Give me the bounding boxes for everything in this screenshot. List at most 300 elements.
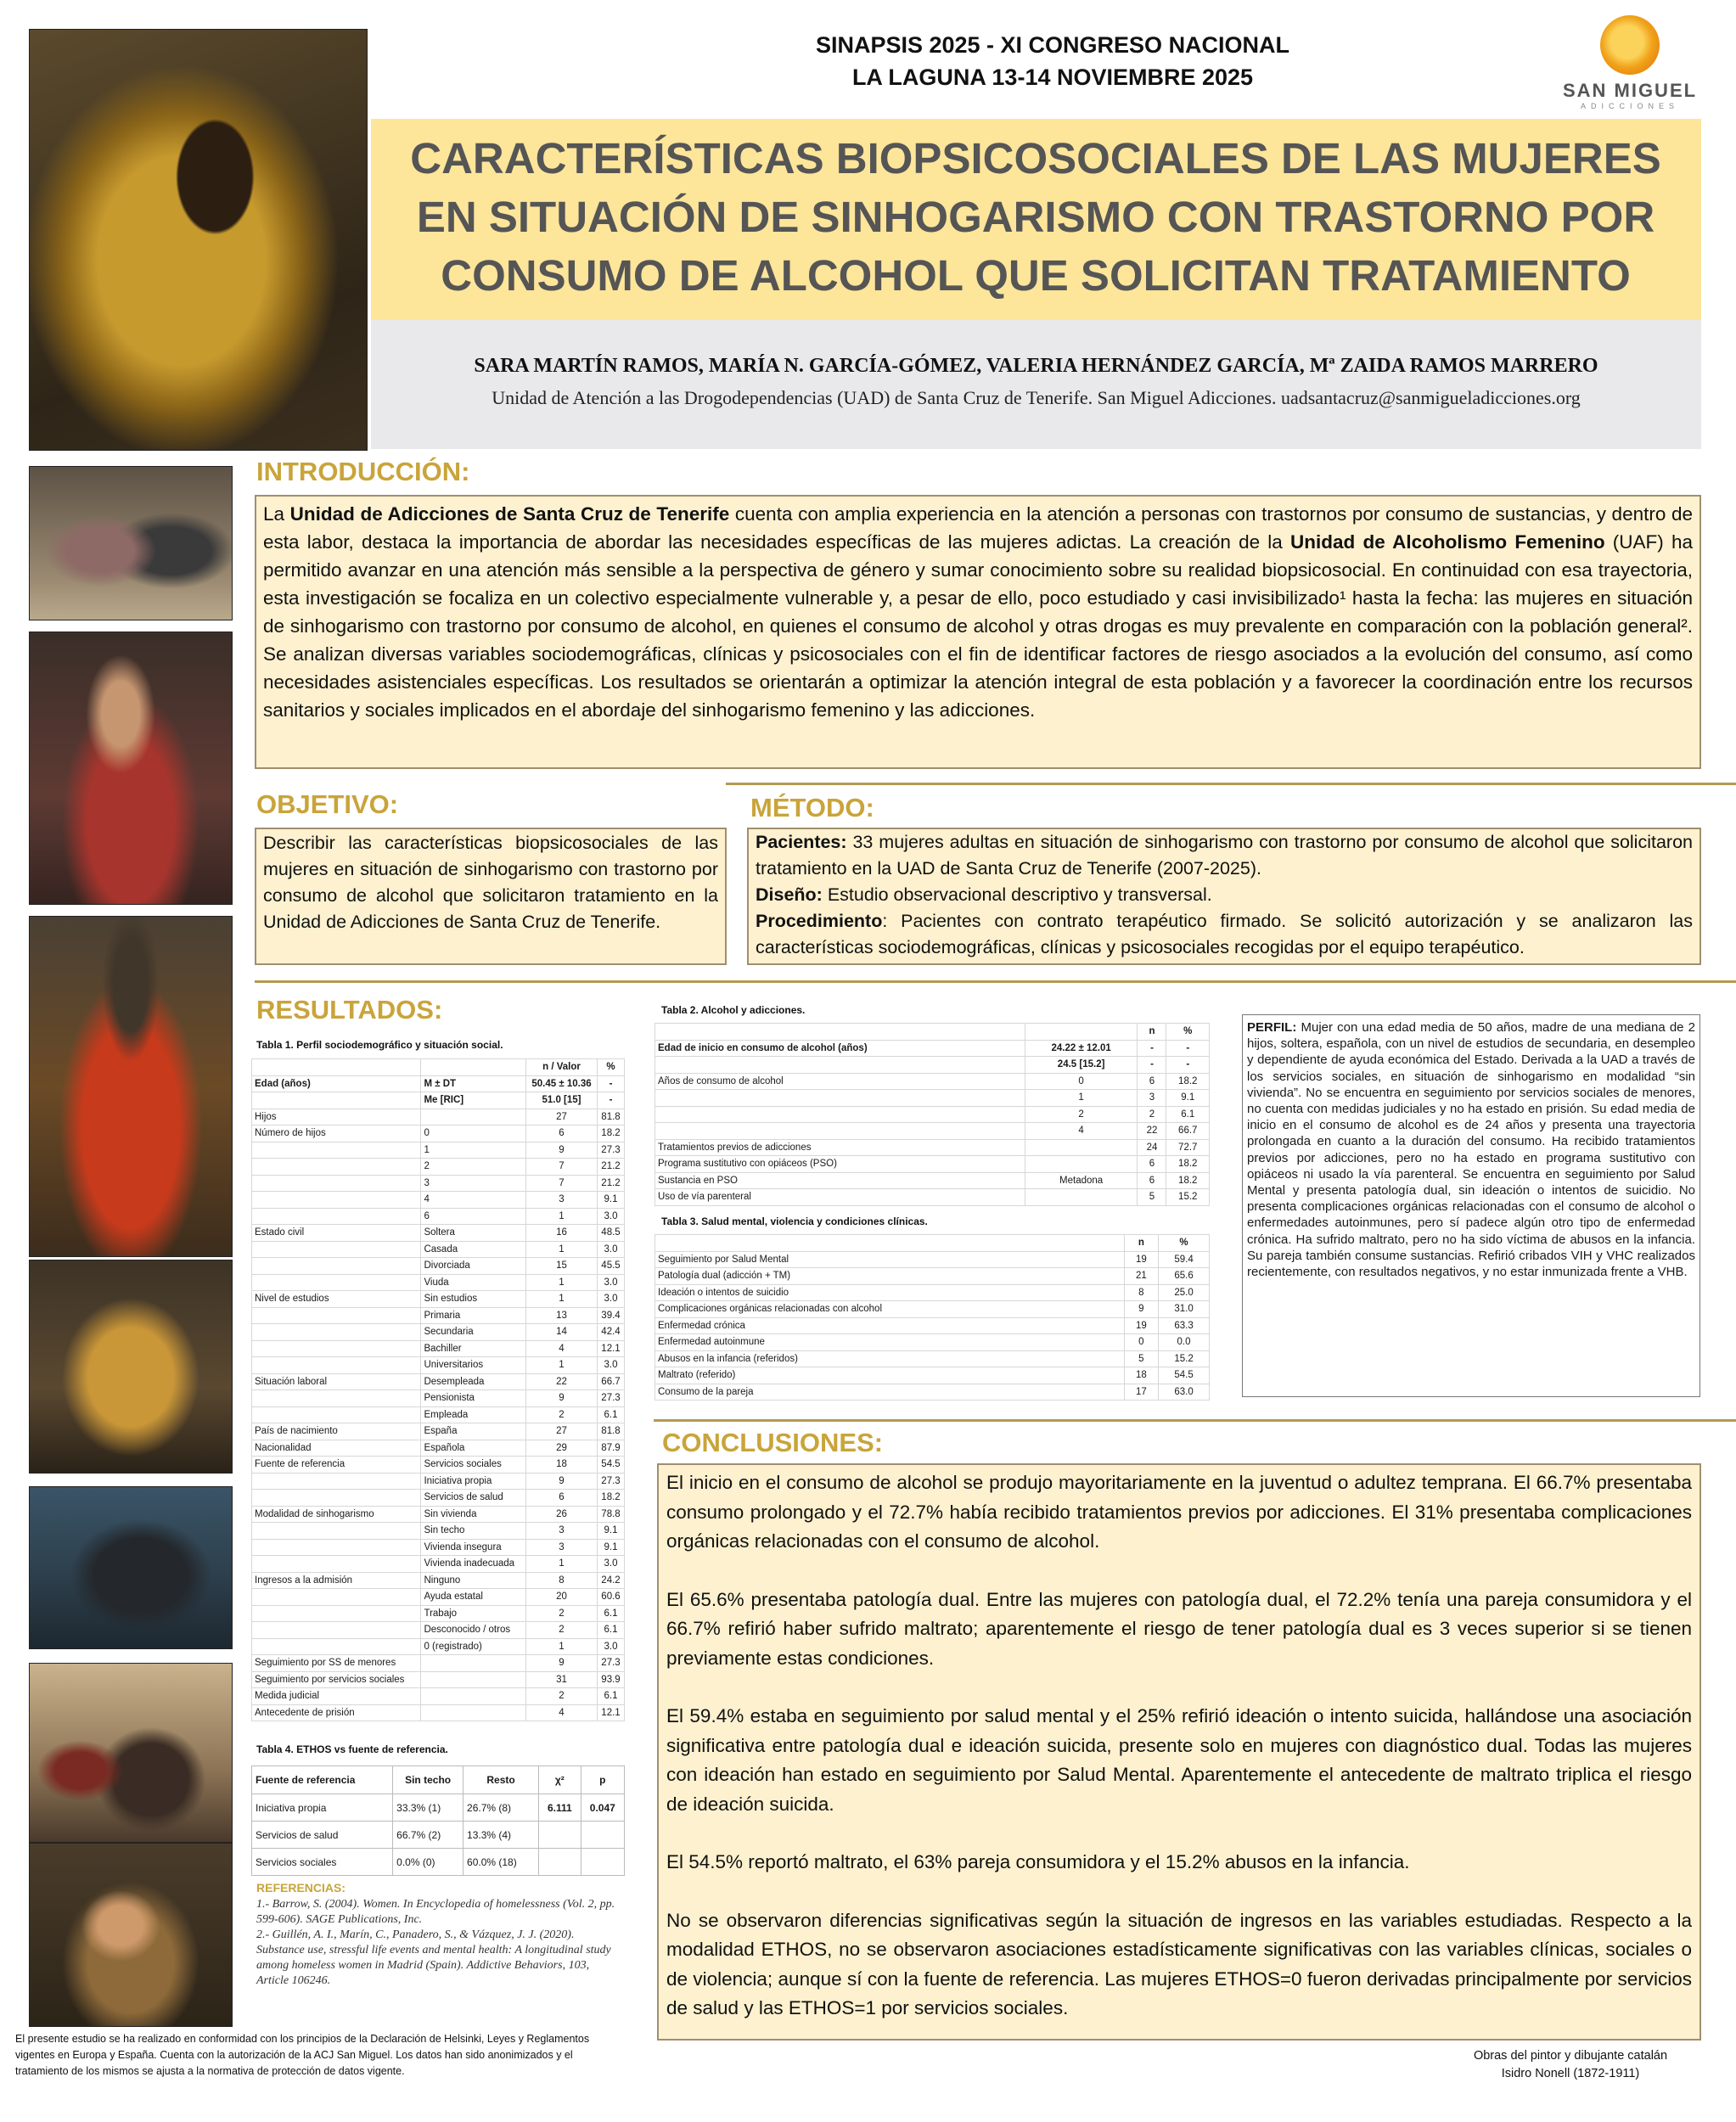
table-cell: Edad (años) [252, 1075, 421, 1092]
table-cell: 93.9 [598, 1671, 625, 1688]
table-cell: 15.2 [1159, 1350, 1210, 1367]
table-row [252, 1274, 625, 1291]
table-cell: 6 [1138, 1156, 1166, 1173]
table-cell: Años de consumo de alcohol [655, 1073, 1025, 1090]
table-row [655, 1040, 1210, 1057]
table-row [252, 1357, 625, 1374]
table-row [252, 1258, 625, 1275]
table-cell: 2 [525, 1406, 597, 1423]
table-cell [421, 1704, 526, 1721]
table-cell: 3.0 [598, 1241, 625, 1258]
table-cell: Modalidad de sinhogarismo [252, 1506, 421, 1523]
table-row [252, 1655, 625, 1672]
table-row [252, 1622, 625, 1639]
table-cell: Hijos [252, 1109, 421, 1126]
table-row [252, 1208, 625, 1225]
table-cell [252, 1340, 421, 1357]
table-row [252, 1340, 625, 1357]
table-cell: 39.4 [598, 1307, 625, 1324]
table-cell [1025, 1139, 1138, 1156]
table-cell [655, 1106, 1025, 1123]
table-cell: 6 [1138, 1073, 1166, 1090]
table-row [252, 1307, 625, 1324]
table-cell: Enfermedad crónica [655, 1317, 1125, 1334]
reference-1: 1.- Barrow, S. (2004). Women. In Encyclopedia of homelessness (Vol. 2, pp. 599-606). SAGE Publications, Inc. [256, 1898, 615, 1926]
table-cell: - [1138, 1040, 1166, 1057]
ethics-statement: El presente estudio se ha realizado en conformidad con los principios de la Declaración de Helsinki, Leyes y Reglamentos vigentes en Europa y España. Cuenta con la autorización de la ACJ San Miguel. Los datos han sido anonimizados y el tratamiento de los mismos se ajusta a la normativa de protección de datos vigente. [15, 2033, 590, 2077]
table-cell [1025, 1156, 1138, 1173]
table-cell: 21.2 [598, 1159, 625, 1176]
table-row [252, 1126, 625, 1142]
table-header-cell [655, 1235, 1125, 1252]
table-cell: Casada [421, 1241, 526, 1258]
table-cell [581, 1849, 624, 1876]
table-cell: Empleada [421, 1406, 526, 1423]
table-cell [252, 1490, 421, 1507]
table-row [252, 1423, 625, 1440]
table-cell: 1 [525, 1241, 597, 1258]
referencias-heading: REFERENCIAS: [256, 1881, 346, 1895]
table-cell: 3 [1138, 1090, 1166, 1107]
table-row [655, 1367, 1210, 1384]
table-cell: 3.0 [598, 1208, 625, 1225]
table-cell [252, 1473, 421, 1490]
table-cell: 27.3 [598, 1142, 625, 1159]
table-header-cell: χ² [539, 1766, 581, 1794]
table-cell: 1 [525, 1291, 597, 1308]
table-row [252, 1589, 625, 1606]
table-cell [252, 1622, 421, 1639]
table-cell [421, 1688, 526, 1705]
table-cell: Servicios sociales [421, 1457, 526, 1474]
table-row [252, 1159, 625, 1176]
table-cell: 13 [525, 1307, 597, 1324]
table-row [655, 1106, 1210, 1123]
procedimiento-text: : Pacientes con contrato terapéutico firmado. Se solicitó autorización y se analizaron las características sociodemográficas, clínicas y psicosociales recogidas por el equipo terapéutico. [756, 911, 1693, 957]
table-cell: 18.2 [598, 1490, 625, 1507]
table-cell [252, 1638, 421, 1655]
table-cell: 4 [1025, 1123, 1138, 1140]
table-cell: Universitarios [421, 1357, 526, 1374]
table-cell: 63.0 [1159, 1384, 1210, 1401]
table-cell: 0.047 [581, 1794, 624, 1822]
table-cell [252, 1258, 421, 1275]
table-cell: Secundaria [421, 1324, 526, 1341]
table-row [252, 1539, 625, 1556]
conclusiones-box [657, 1463, 1701, 2041]
table-cell: 21.2 [598, 1175, 625, 1192]
table-row [252, 1822, 625, 1849]
table-cell: 0 [421, 1126, 526, 1142]
conclusion-4: El 54.5% reportó maltrato, el 63% pareja consumidora y el 15.2% abusos en la infancia. [666, 1851, 1410, 1872]
table-cell: Número de hijos [252, 1126, 421, 1142]
table-cell: 9 [525, 1390, 597, 1407]
table-cell: 21 [1124, 1268, 1158, 1285]
table-header-cell: n [1138, 1024, 1166, 1041]
table-cell [655, 1057, 1025, 1074]
table-row [252, 1506, 625, 1523]
table-cell: 2 [525, 1622, 597, 1639]
conclusion-3: El 59.4% estaba en seguimiento por salud mental y el 25% refirió ideación o intento suicida, hallándose una asociación significativa entre patología dual e ideación suicida, presente solo en mujeres con diagnóstico dual. Todas las mujeres con ideación han estado en seguimiento por Salud Mental. Aparentemente el antecedente de maltrato triplica el riesgo de ideación suicida. [666, 1705, 1692, 1815]
referencias-list [256, 1897, 623, 1989]
table-cell: 20 [525, 1589, 597, 1606]
table-cell: España [421, 1423, 526, 1440]
section-divider-3 [654, 1419, 1736, 1422]
perfil-label: PERFIL: [1247, 1020, 1297, 1035]
table-row [655, 1301, 1210, 1318]
credit-line-2: Isidro Nonell (1872-1911) [1501, 2067, 1640, 2080]
table-cell: 3 [525, 1523, 597, 1540]
table-cell: 27.3 [598, 1655, 625, 1672]
table-cell: 2 [525, 1688, 597, 1705]
table-row [655, 1350, 1210, 1367]
table-cell: - [1166, 1040, 1210, 1057]
table-cell [252, 1307, 421, 1324]
table-cell: 19 [1124, 1251, 1158, 1268]
table-cell: Iniciativa propia [252, 1794, 393, 1822]
artwork-mother-child [30, 1844, 232, 2026]
table2-caption: Tabla 2. Alcohol y adicciones. [661, 1004, 806, 1016]
san-miguel-logo [1545, 15, 1715, 117]
table-cell: 54.5 [1159, 1367, 1210, 1384]
table-cell [655, 1090, 1025, 1107]
table-cell: Bachiller [421, 1340, 526, 1357]
table-cell: 1 [525, 1208, 597, 1225]
table-cell: - [598, 1075, 625, 1092]
table-row [252, 1142, 625, 1159]
table-cell [252, 1523, 421, 1540]
table-row [655, 1139, 1210, 1156]
table-cell: Me [RIC] [421, 1092, 526, 1109]
table-cell: 17 [1124, 1384, 1158, 1401]
logo-sun-icon [1600, 15, 1660, 75]
table-cell: 72.7 [1166, 1139, 1210, 1156]
table-cell [252, 1142, 421, 1159]
table-cell: Sin vivienda [421, 1506, 526, 1523]
table-cell: 1 [525, 1638, 597, 1655]
table-cell: Ninguno [421, 1572, 526, 1589]
table-cell: 24.2 [598, 1572, 625, 1589]
table-row [252, 1109, 625, 1126]
table-row [252, 1373, 625, 1390]
table-row [252, 1605, 625, 1622]
authors-band [371, 320, 1701, 449]
table-cell: Medida judicial [252, 1688, 421, 1705]
table-cell: Complicaciones orgánicas relacionadas con alcohol [655, 1301, 1125, 1318]
artwork-woman-red-shawl [30, 632, 232, 904]
table-cell: 24.22 ± 12.01 [1025, 1040, 1138, 1057]
table-cell: Nivel de estudios [252, 1291, 421, 1308]
table-cell: 14 [525, 1324, 597, 1341]
table-cell: 6 [525, 1126, 597, 1142]
table-cell: 4 [525, 1704, 597, 1721]
table-cell: 27 [525, 1423, 597, 1440]
table-header-cell [252, 1059, 421, 1076]
table-cell: Sin techo [421, 1523, 526, 1540]
conclusiones-heading: CONCLUSIONES: [662, 1428, 884, 1457]
table-cell [252, 1241, 421, 1258]
table-header-cell [655, 1024, 1025, 1041]
table-cell: Divorciada [421, 1258, 526, 1275]
table-cell: 1 [525, 1357, 597, 1374]
table1-caption: Tabla 1. Perfil sociodemográfico y situación social. [256, 1039, 503, 1051]
table-row [655, 1251, 1210, 1268]
conclusion-2: El 65.6% presentaba patología dual. Entre las mujeres con patología dual, el 72.2% tenía una pareja consumidora y el 66.7% refirió haber sufrido maltrato; aparentemente el riesgo de tener patología dual es 3 veces superior si se tienen previamente estas condiciones. [666, 1588, 1692, 1669]
table-cell: Sustancia en PSO [655, 1172, 1025, 1189]
table-cell: 3.0 [598, 1556, 625, 1573]
table-cell: 6 [1138, 1172, 1166, 1189]
table-cell: M ± DT [421, 1075, 526, 1092]
table-cell: 7 [525, 1175, 597, 1192]
table-cell: - [598, 1092, 625, 1109]
table-cell: Servicios de salud [421, 1490, 526, 1507]
congress-line-1: SINAPSIS 2025 - XI CONGRESO NACIONAL [815, 32, 1290, 58]
table-cell: 9.1 [598, 1192, 625, 1209]
table-header-cell [421, 1059, 526, 1076]
table-row [252, 1390, 625, 1407]
table-cell: 18.2 [1166, 1156, 1210, 1173]
table-cell: Vivienda insegura [421, 1539, 526, 1556]
table-cell: 27 [525, 1109, 597, 1126]
table-cell [539, 1822, 581, 1849]
table-cell: 33.3% (1) [393, 1794, 463, 1822]
credit-line-1: Obras del pintor y dibujante catalán [1473, 2049, 1668, 2063]
table-cell: 8 [525, 1572, 597, 1589]
table-cell [1025, 1189, 1138, 1206]
table-cell: 27.3 [598, 1473, 625, 1490]
table-cell: 59.4 [1159, 1251, 1210, 1268]
section-divider-2 [255, 980, 1736, 983]
table-row [655, 1090, 1210, 1107]
table-cell: 26 [525, 1506, 597, 1523]
artwork-street-scene [30, 1664, 232, 1842]
diseno-text: Estudio observacional descriptivo y transversal. [822, 884, 1212, 905]
table-row [252, 1406, 625, 1423]
table-cell: 4 [525, 1340, 597, 1357]
table-cell [252, 1175, 421, 1192]
table-cell: 9 [525, 1473, 597, 1490]
table-cell [421, 1109, 526, 1126]
table-cell: 15.2 [1166, 1189, 1210, 1206]
diseno-label: Diseño: [756, 884, 823, 905]
table-cell: 6.1 [598, 1406, 625, 1423]
table-row [252, 1704, 625, 1721]
table-row [252, 1225, 625, 1242]
table-cell: 1 [1025, 1090, 1138, 1107]
artwork-woman-red-skirt [30, 917, 232, 1256]
table-cell: 50.45 ± 10.36 [525, 1075, 597, 1092]
artwork-crouching-figure [30, 1260, 232, 1473]
table-cell: 6.1 [598, 1605, 625, 1622]
table-header-cell: % [598, 1059, 625, 1076]
table-cell [421, 1671, 526, 1688]
table-cell: Patología dual (adicción + TM) [655, 1268, 1125, 1285]
table-cell: 16 [525, 1225, 597, 1242]
table-cell: 24.5 [15.2] [1025, 1057, 1138, 1074]
table-cell: 65.6 [1159, 1268, 1210, 1285]
table-cell: 3 [525, 1192, 597, 1209]
table-cell: 63.3 [1159, 1317, 1210, 1334]
table-cell: 5 [1124, 1350, 1158, 1367]
table-row [655, 1384, 1210, 1401]
table-cell [539, 1849, 581, 1876]
artwork-woman-yellow-shawl [30, 30, 367, 450]
table-cell: País de nacimiento [252, 1423, 421, 1440]
table-header-cell: n [1124, 1235, 1158, 1252]
table-row [252, 1075, 625, 1092]
table-cell: 1 [525, 1556, 597, 1573]
table-cell: 9 [1124, 1301, 1158, 1318]
table-cell: Enfermedad autoinmune [655, 1334, 1125, 1351]
table-cell: 78.8 [598, 1506, 625, 1523]
table-cell: 6.111 [539, 1794, 581, 1822]
table-header-cell: % [1166, 1024, 1210, 1041]
table-cell: Consumo de la pareja [655, 1384, 1125, 1401]
resultados-heading: RESULTADOS: [256, 995, 443, 1025]
affiliation: Unidad de Atención a las Drogodependencias (UAD) de Santa Cruz de Tenerife. San Miguel Adicciones. uadsantacruz@sanmigueladicciones.org [492, 387, 1581, 408]
reference-2: 2.- Guillén, A. I., Marín, C., Panadero, S., & Vázquez, J. J. (2020). Substance use, stressful life events and mental health: A longitudinal study among homeless women in Madrid (Spain). Addictive Behaviors, 103, Article 106246. [256, 1928, 611, 1987]
table-cell: Maltrato (referido) [655, 1367, 1125, 1384]
table-cell: 66.7% (2) [393, 1822, 463, 1849]
table-cell: 2 [1025, 1106, 1138, 1123]
table-cell: Primaria [421, 1307, 526, 1324]
table-cell: 9.1 [598, 1523, 625, 1540]
table-cell: Seguimiento por Salud Mental [655, 1251, 1125, 1268]
table-row [252, 1192, 625, 1209]
logo-subtitle: ADICCIONES [1580, 102, 1679, 110]
table-cell: Viuda [421, 1274, 526, 1291]
table-cell: Estado civil [252, 1225, 421, 1242]
table-cell: 15 [525, 1258, 597, 1275]
table-cell: Servicios de salud [252, 1822, 393, 1849]
table-cell: Seguimiento por SS de menores [252, 1655, 421, 1672]
objetivo-box [255, 828, 727, 965]
table-row [655, 1317, 1210, 1334]
table-cell [421, 1655, 526, 1672]
table-row [252, 1457, 625, 1474]
poster-title: CARACTERÍSTICAS BIOPSICOSOCIALES DE LAS MUJERES EN SITUACIÓN DE SINHOGARISMO CON TRASTORNO POR CONSUMO DE ALCOHOL QUE SOLICITAN TRATAMIENTO [410, 134, 1661, 300]
table-row [655, 1057, 1210, 1074]
table-cell: 9 [525, 1655, 597, 1672]
table-cell: 0.0 [1159, 1334, 1210, 1351]
table-cell: - [1138, 1057, 1166, 1074]
table-cell: 51.0 [15] [525, 1092, 597, 1109]
table-cell: Fuente de referencia [252, 1457, 421, 1474]
logo-name: SAN MIGUEL [1562, 80, 1698, 101]
table-cell: Situación laboral [252, 1373, 421, 1390]
table-cell: 25.0 [1159, 1284, 1210, 1301]
intro-text-c: (UAF) ha permitido avanzar en una atención más sensible a la perspectiva de género y sumar conocimiento sobre su realidad biopsicosocial. En continuidad con esa trayectoria, esta investigación se focaliza en un colectivo especialmente vulnerable y, a pesar de ello, poco estudiado y casi invisibilizado¹ hasta la fecha: las mujeres en situación de sinhogarismo con trastorno por consumo de alcohol, en quienes el consumo de alcohol y otras drogas es muy prevalente en comparación con la población general². Se analizan diversas variables sociodemográficas, clínicas y psicosociales con el fin de identificar factores de riesgo asociados a la evolución del consumo, así como necesidades asistenciales específicas. Los resultados se orientarán a optimizar la atención integral de esta población y a favorecer la coordinación entre los recursos sanitarios y sociales implicados en el abordaje del sinhogarismo femenino y las adicciones. [263, 531, 1693, 721]
table-cell: 9.1 [598, 1539, 625, 1556]
table4 [251, 1766, 625, 1876]
table-cell: 45.5 [598, 1258, 625, 1275]
table-cell: Edad de inicio en consumo de alcohol (años) [655, 1040, 1025, 1057]
table-cell: 27.3 [598, 1390, 625, 1407]
table-cell: 5 [1138, 1189, 1166, 1206]
table-cell: Pensionista [421, 1390, 526, 1407]
table-cell [252, 1274, 421, 1291]
table-cell: 26.7% (8) [463, 1794, 539, 1822]
table-cell: 3 [525, 1539, 597, 1556]
table-cell: Sin estudios [421, 1291, 526, 1308]
table-row [252, 1241, 625, 1258]
table-cell: 2 [525, 1605, 597, 1622]
table-cell [252, 1605, 421, 1622]
table-cell: Ideación o intentos de suicidio [655, 1284, 1125, 1301]
table-cell: 3 [421, 1175, 526, 1192]
table-cell: 13.3% (4) [463, 1822, 539, 1849]
table-cell: 29 [525, 1440, 597, 1457]
table-cell: 42.4 [598, 1324, 625, 1341]
pacientes-text: 33 mujeres adultas en situación de sinhogarismo con trastorno por consumo de alcohol que solicitaron tratamiento en la UAD de Santa Cruz de Tenerife (2007-2025). [756, 832, 1693, 879]
conclusion-1: El inicio en el consumo de alcohol se produjo mayoritariamente en la juventud o adultez temprana. El 66.7% presentaba consumo prolongado y el 72.7% había recibido tratamientos previos por adicciones. El 31% presentaba complicaciones orgánicas relacionadas con el consumo de alcohol. [666, 1472, 1692, 1552]
table-cell [252, 1192, 421, 1209]
table-cell [252, 1324, 421, 1341]
table-header-cell: Fuente de referencia [252, 1766, 393, 1794]
table-cell: 48.5 [598, 1225, 625, 1242]
table-row [252, 1671, 625, 1688]
table-header-cell: Sin techo [393, 1766, 463, 1794]
table-cell: 2 [1138, 1106, 1166, 1123]
table-cell: 31.0 [1159, 1301, 1210, 1318]
table-cell: Desconocido / otros [421, 1622, 526, 1639]
table3-caption: Tabla 3. Salud mental, violencia y condiciones clínicas. [661, 1215, 928, 1227]
table-cell: 18 [1124, 1367, 1158, 1384]
table-cell: 87.9 [598, 1440, 625, 1457]
congress-header [722, 29, 1384, 93]
table-row [252, 1440, 625, 1457]
metodo-box [747, 828, 1701, 965]
table-row [655, 1334, 1210, 1351]
table-cell: Programa sustitutivo con opiáceos (PSO) [655, 1156, 1025, 1173]
table-cell: 22 [525, 1373, 597, 1390]
table-cell: Uso de vía parenteral [655, 1189, 1025, 1206]
table2 [655, 1023, 1210, 1206]
table-cell: 4 [421, 1192, 526, 1209]
table-cell: 54.5 [598, 1457, 625, 1474]
table-cell: 18.2 [1166, 1172, 1210, 1189]
table-cell: 8 [1124, 1284, 1158, 1301]
perfil-text: Mujer con una edad media de 50 años, madre de una mediana de 2 hijos, soltera, española, con un nivel de estudios de secundaria, en desempleo y dependiente de ayuda económica del Estado. Derivada a la UAD a través de los servicios sociales, en situación de sinhogarismo en modalidad “sin vivienda”. No se encuentra en seguimiento por servicios sociales de menores, no cuenta con medidas judiciales y no ha estado en prisión. Su edad media de inicio en el consumo de alcohol es de 24 años y presenta una trayectoria prolongada en cuanto a la duración del consumo. Ha recibido tratamientos previos por adicciones, pero no ha estado en programa sustitutivo con opiáceos ni usado la vía parenteral. Se encuentra en seguimiento por Salud Mental y presenta patología dual, sin ideación o intentos de suicidio. No presenta complicaciones orgánicas relacionadas con el consumo de alcohol o enfermedades autoinmunes, pero sí padece algún otro tipo de enfermedad crónica. Ha sufrido maltrato, pero no ha sido víctima de abusos en la infancia. Su pareja también consume sustancias. Refirió cribados VIH y VHC realizados recientemente, con resultados negativos, y no estar inmunizada frente a VHB. [1247, 1020, 1695, 1280]
table-cell: 3.0 [598, 1638, 625, 1655]
table-header-cell: % [1159, 1235, 1210, 1252]
table-cell [581, 1822, 624, 1849]
table-cell: 6.1 [598, 1688, 625, 1705]
table-cell [252, 1092, 421, 1109]
table-row [252, 1473, 625, 1490]
table-cell: Soltera [421, 1225, 526, 1242]
procedimiento-label: Procedimiento [756, 911, 883, 931]
table-cell: 66.7 [1166, 1123, 1210, 1140]
table-cell [252, 1357, 421, 1374]
table-cell: 60.0% (18) [463, 1849, 539, 1876]
section-divider [726, 783, 1736, 785]
table-cell: 6.1 [1166, 1106, 1210, 1123]
table-row [655, 1073, 1210, 1090]
conclusion-5: No se observaron diferencias significativas según la situación de ingresos en las variables estudiadas. Respecto a la modalidad ETHOS, no se observaron asociaciones estadísticamente significativas con las variables clínicas, sociales o de violencia; aunque sí con la fuente de referencia. Las mujeres ETHOS=0 fueron derivadas principalmente por servicios de salud y las ETHOS=1 por servicios sociales. [666, 1909, 1692, 2018]
table-cell: 0 [1025, 1073, 1138, 1090]
table-cell: 19 [1124, 1317, 1158, 1334]
table-row [252, 1638, 625, 1655]
table-cell: 0.0% (0) [393, 1849, 463, 1876]
table-row [252, 1291, 625, 1308]
table-header-cell: n / Valor [525, 1059, 597, 1076]
table-cell: 22 [1138, 1123, 1166, 1140]
intro-bold-a: Unidad de Adicciones de Santa Cruz de Tenerife [289, 503, 730, 525]
table-row [252, 1794, 625, 1822]
table-row [252, 1572, 625, 1589]
table-cell: 66.7 [598, 1373, 625, 1390]
